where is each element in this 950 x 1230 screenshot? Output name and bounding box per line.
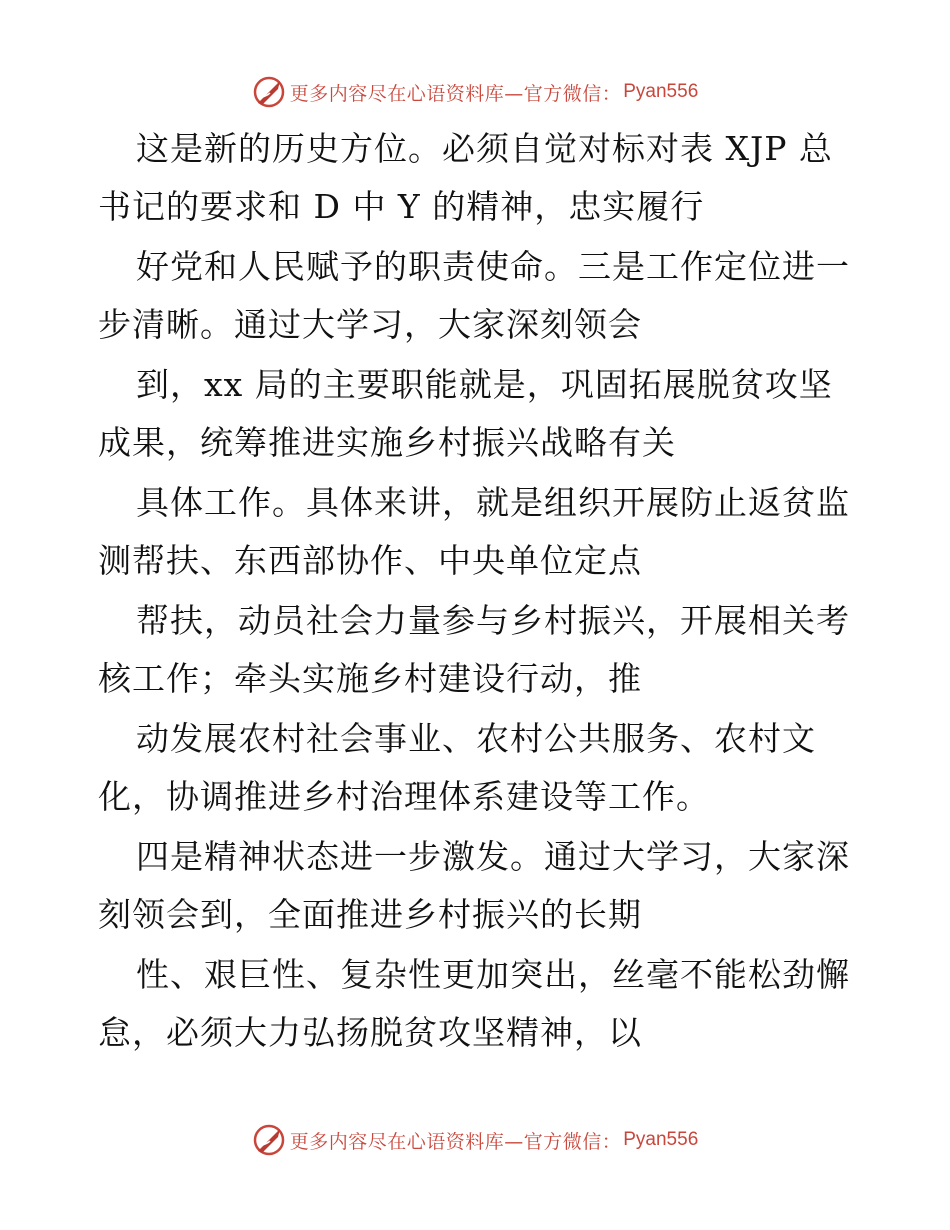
text-line: 书记的要求和 D 中 Y 的精神，忠实履行 (98, 187, 705, 226)
text-line: 刻领会到，全面推进乡村振兴的长期 (98, 895, 642, 934)
text-line: 测帮扶、东西部协作、中央单位定点 (98, 541, 642, 580)
text-line: 帮扶，动员社会力量参与乡村振兴，开展相关考 (136, 601, 850, 640)
text-line: 这是新的历史方位。必须自觉对标对表 XJP 总 (136, 129, 833, 168)
footer-watermark (0, 1120, 950, 1160)
text-line: 怠，必须大力弘扬脱贫攻坚精神，以 (98, 1013, 642, 1052)
pen-logo-icon (252, 1123, 286, 1157)
watermark-text: 更多内容尽在心语资料库—官方微信： (289, 82, 622, 105)
text-line: 好党和人民赋予的职责使命。三是工作定位进一 (136, 247, 850, 286)
text-line: 性、艰巨性、复杂性更加突出，丝毫不能松劲懈 (136, 955, 850, 994)
text-line: 四是精神状态进一步激发。通过大学习，大家深 (136, 837, 850, 876)
watermark-wechat-id: Pyan556 (623, 81, 699, 102)
watermark-text: 更多内容尽在心语资料库—官方微信： (289, 1130, 622, 1153)
text-line: 步清晰。通过大学习，大家深刻领会 (98, 305, 642, 344)
header-watermark (0, 72, 950, 112)
text-line: 到，xx 局的主要职能就是，巩固拓展脱贫攻坚 (136, 365, 833, 404)
text-line: 核工作；牵头实施乡村建设行动，推 (98, 659, 642, 698)
pen-logo-icon (252, 75, 286, 109)
watermark-wechat-id: Pyan556 (623, 1129, 699, 1150)
text-line: 成果，统筹推进实施乡村振兴战略有关 (98, 423, 676, 462)
text-line: 化，协调推进乡村治理体系建设等工作。 (98, 777, 710, 816)
text-line: 具体工作。具体来讲，就是组织开展防止返贫监 (136, 483, 850, 522)
text-line: 动发展农村社会事业、农村公共服务、农村文 (136, 719, 816, 758)
